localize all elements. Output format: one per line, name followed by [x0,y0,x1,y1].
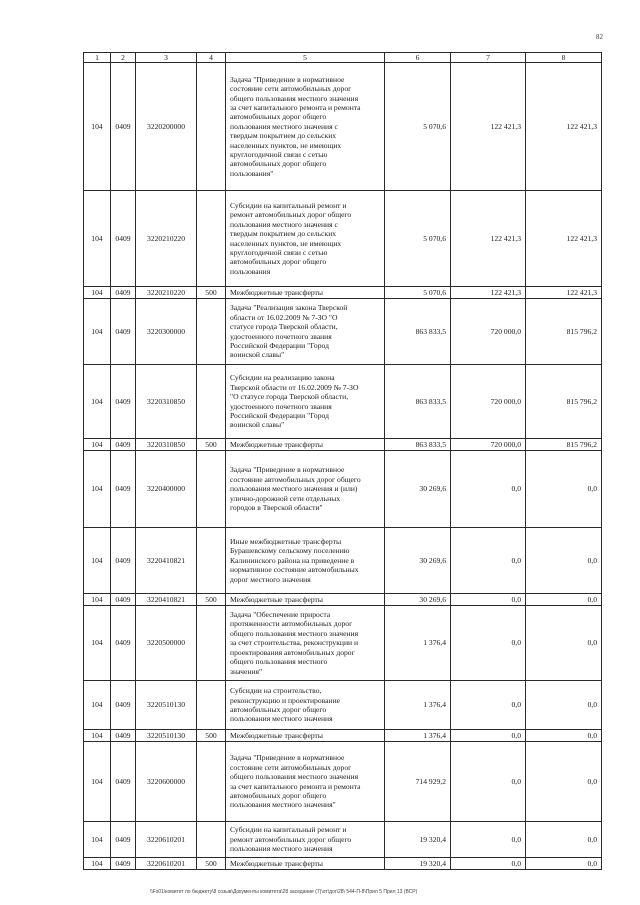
expense-type-code-cell [197,606,226,681]
amount-col7-cell: 0,0 [451,606,526,681]
amount-col6-cell: 30 269,6 [385,451,451,528]
amount-col8-cell: 815 796,2 [526,439,602,451]
subsection-code-cell: 0409 [111,742,136,822]
expense-type-code-cell [197,191,226,287]
header-cell-4: 4 [197,53,226,63]
amount-col8-cell: 0,0 [526,681,602,730]
description-cell: Межбюджетные трансферты [226,287,385,299]
table-row [84,742,602,822]
expense-type-code-cell: 500 [197,287,226,299]
amount-col8-cell: 0,0 [526,606,602,681]
amount-col6-cell: 30 269,6 [385,594,451,606]
header-cell-3: 3 [136,53,197,63]
page-number: 82 [596,33,603,41]
target-article-code-cell: 3220500000 [136,606,197,681]
amount-col6-cell: 863 833,5 [385,365,451,439]
description-cell: Межбюджетные трансферты [226,858,385,870]
amount-col6-cell: 30 269,6 [385,528,451,594]
file-path-footer: \\Fs01\комитет по бюджету\8 созыв\Документы комитета\28 заседание (7)\от\дог\28\ 544-П-8\Прил 5 Прил 13 (ВСР) [150,889,418,895]
amount-col6-cell: 1 376,4 [385,606,451,681]
table-row [84,63,602,191]
subsection-code-cell: 0409 [111,63,136,191]
table-row [84,439,602,451]
amount-col7-cell: 720 000,0 [451,439,526,451]
table-row [84,858,602,870]
amount-col6-cell: 863 833,5 [385,439,451,451]
amount-col7-cell: 0,0 [451,681,526,730]
expense-type-code-cell: 500 [197,858,226,870]
description-cell: Субсидии на капитальный ремонт и ремонт автомобильных дорог общего пользования местного значения с твердым покрытием до сельских населенных пунктов, не имеющих круглогодичной связи с сетью автомобильных дорог общего пользования [226,191,385,287]
header-row [84,53,602,63]
amount-col7-cell: 0,0 [451,858,526,870]
amount-col7-cell: 0,0 [451,730,526,742]
table-row [84,822,602,858]
section-code-cell: 104 [84,594,111,606]
expense-type-code-cell: 500 [197,594,226,606]
expense-type-code-cell [197,528,226,594]
table-body [84,53,602,870]
target-article-code-cell: 3220400000 [136,451,197,528]
target-article-code-cell: 3220410821 [136,528,197,594]
description-cell: Задача "Приведение в нормативное состояние автомобильных дорог общего пользования местного значения и (или) улично-дорожной сети отдельных городов в Тверской области" [226,451,385,528]
description-cell: Субсидии на строительство, реконструкцию и проектирование автомобильных дорог общего пользования местного значения [226,681,385,730]
description-cell: Задача "Приведение в нормативное состояние сети автомобильных дорог общего пользования местного значения за счет капитального ремонта и ремонта автомобильных дорог общего пользования местного значения с твердым покрытием до сельских населенных пунктов, не имеющих круглогодичной связи с сетью автомобильных дорог общего пользования" [226,63,385,191]
section-code-cell: 104 [84,822,111,858]
budget-table-container [83,52,601,870]
amount-col8-cell: 122 421,3 [526,191,602,287]
amount-col6-cell: 863 833,5 [385,299,451,365]
section-code-cell: 104 [84,451,111,528]
table-row [84,287,602,299]
description-cell: Задача "Приведение в нормативное состояние сети автомобильных дорог общего пользования местного значения за счет капитального ремонта и ремонта автомобильных дорог общего пользования местного значения" [226,742,385,822]
expense-type-code-cell [197,822,226,858]
target-article-code-cell: 3220610201 [136,858,197,870]
amount-col7-cell: 0,0 [451,594,526,606]
amount-col6-cell: 5 070,6 [385,191,451,287]
description-cell: Межбюджетные трансферты [226,594,385,606]
target-article-code-cell: 3220610201 [136,822,197,858]
section-code-cell: 104 [84,528,111,594]
amount-col6-cell: 5 070,6 [385,287,451,299]
amount-col8-cell: 0,0 [526,822,602,858]
section-code-cell: 104 [84,287,111,299]
expense-type-code-cell [197,742,226,822]
section-code-cell: 104 [84,742,111,822]
section-code-cell: 104 [84,439,111,451]
expense-type-code-cell [197,299,226,365]
section-code-cell: 104 [84,299,111,365]
table-row [84,299,602,365]
table-row [84,681,602,730]
section-code-cell: 104 [84,365,111,439]
expense-type-code-cell [197,63,226,191]
section-code-cell: 104 [84,606,111,681]
expense-type-code-cell [197,681,226,730]
section-code-cell: 104 [84,63,111,191]
description-cell: Задача "Обеспечение прироста протяженности автомобильных дорог общего пользования местного значения за счет строительства, реконструкции и проектирования автомобильных дорог общего пользования местного значения" [226,606,385,681]
amount-col8-cell: 0,0 [526,528,602,594]
amount-col8-cell: 0,0 [526,858,602,870]
table-row [84,451,602,528]
amount-col6-cell: 1 376,4 [385,730,451,742]
header-cell-8: 8 [526,53,602,63]
target-article-code-cell: 3220300000 [136,299,197,365]
amount-col8-cell: 815 796,2 [526,299,602,365]
table-row [84,528,602,594]
table-row [84,365,602,439]
description-cell: Субсидии на капитальный ремонт и ремонт автомобильных дорог общего пользования местного значения [226,822,385,858]
amount-col8-cell: 122 421,3 [526,63,602,191]
target-article-code-cell: 3220510130 [136,681,197,730]
subsection-code-cell: 0409 [111,528,136,594]
target-article-code-cell: 3220210220 [136,287,197,299]
amount-col7-cell: 0,0 [451,742,526,822]
subsection-code-cell: 0409 [111,287,136,299]
amount-col8-cell: 815 796,2 [526,365,602,439]
target-article-code-cell: 3220200000 [136,63,197,191]
amount-col8-cell: 0,0 [526,730,602,742]
target-article-code-cell: 3220600000 [136,742,197,822]
amount-col6-cell: 5 070,6 [385,63,451,191]
subsection-code-cell: 0409 [111,594,136,606]
description-cell: Задача "Реализация закона Тверской области от 16.02.2009 № 7-ЗО "О статусе города Тверской области, удостоенного почетного звания Российской Федерации "Город воинской славы" [226,299,385,365]
subsection-code-cell: 0409 [111,451,136,528]
subsection-code-cell: 0409 [111,439,136,451]
subsection-code-cell: 0409 [111,681,136,730]
budget-table [83,52,602,870]
amount-col7-cell: 122 421,3 [451,191,526,287]
expense-type-code-cell: 500 [197,439,226,451]
description-cell: Иные межбюджетные трансферты Бурашевскому сельскому поселению Калининского района на приведение в нормативное состояние автомобильных дорог местного значения [226,528,385,594]
amount-col6-cell: 19 320,4 [385,822,451,858]
target-article-code-cell: 3220310850 [136,439,197,451]
target-article-code-cell: 3220210220 [136,191,197,287]
subsection-code-cell: 0409 [111,730,136,742]
amount-col6-cell: 19 320,4 [385,858,451,870]
table-row [84,606,602,681]
target-article-code-cell: 3220510130 [136,730,197,742]
table-row [84,594,602,606]
section-code-cell: 104 [84,191,111,287]
amount-col8-cell: 0,0 [526,742,602,822]
description-cell: Межбюджетные трансферты [226,730,385,742]
header-cell-5: 5 [226,53,385,63]
expense-type-code-cell [197,451,226,528]
amount-col7-cell: 0,0 [451,451,526,528]
amount-col7-cell: 0,0 [451,528,526,594]
subsection-code-cell: 0409 [111,858,136,870]
description-cell: Межбюджетные трансферты [226,439,385,451]
target-article-code-cell: 3220310850 [136,365,197,439]
section-code-cell: 104 [84,858,111,870]
section-code-cell: 104 [84,681,111,730]
description-cell: Субсидии на реализацию закона Тверской области от 16.02.2009 № 7-ЗО "О статусе города Тверской области, удостоенного почетного звания Российской Федерации "Город воинской славы" [226,365,385,439]
subsection-code-cell: 0409 [111,299,136,365]
amount-col7-cell: 122 421,3 [451,287,526,299]
header-cell-7: 7 [451,53,526,63]
amount-col7-cell: 720 000,0 [451,365,526,439]
subsection-code-cell: 0409 [111,822,136,858]
amount-col7-cell: 0,0 [451,822,526,858]
amount-col8-cell: 122 421,3 [526,287,602,299]
amount-col6-cell: 714 929,2 [385,742,451,822]
header-cell-2: 2 [111,53,136,63]
expense-type-code-cell [197,365,226,439]
header-cell-6: 6 [385,53,451,63]
amount-col8-cell: 0,0 [526,451,602,528]
subsection-code-cell: 0409 [111,191,136,287]
amount-col8-cell: 0,0 [526,594,602,606]
subsection-code-cell: 0409 [111,365,136,439]
amount-col6-cell: 1 376,4 [385,681,451,730]
header-cell-1: 1 [84,53,111,63]
target-article-code-cell: 3220410821 [136,594,197,606]
table-row [84,191,602,287]
expense-type-code-cell: 500 [197,730,226,742]
amount-col7-cell: 122 421,3 [451,63,526,191]
section-code-cell: 104 [84,730,111,742]
table-row [84,730,602,742]
amount-col7-cell: 720 000,0 [451,299,526,365]
subsection-code-cell: 0409 [111,606,136,681]
